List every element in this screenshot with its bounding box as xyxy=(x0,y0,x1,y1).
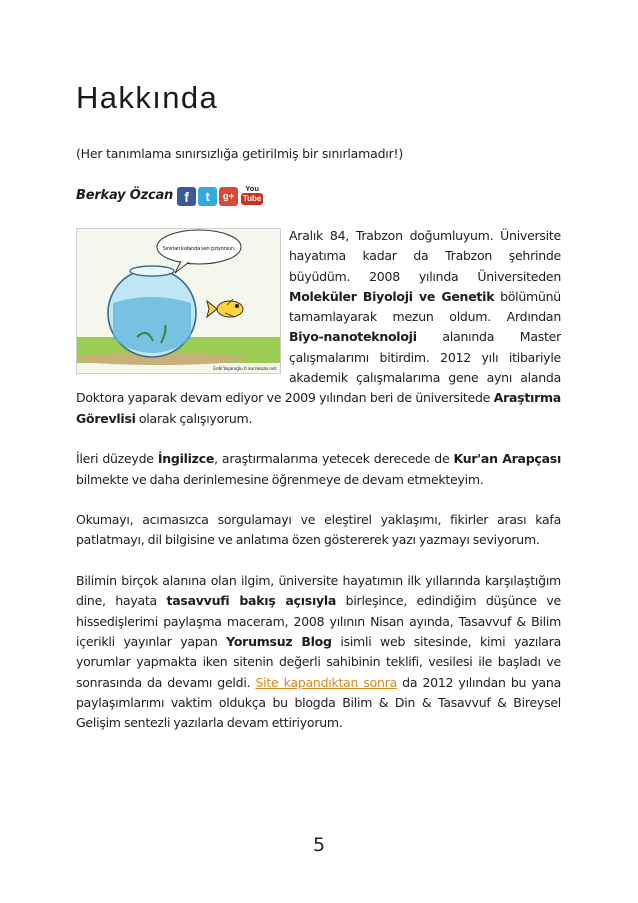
blog-text-1: Bilimin birçok alanına olan ilgim, üniversite hayatımın ilk yıllarında karşılaştığım dine, hayata xyxy=(76,573,561,609)
blog-text-4: da 2012 yılından bu yana paylaşımlarımı vaktim oldukça bu blogda Bilim & Din & Tasavvuf & Bireysel Gelişim sentezli yazılarla devam ettiriyorum. xyxy=(76,674,562,731)
cartoon-credit: Erdil Yaşaroğlu © komikaze.net xyxy=(213,367,276,372)
youtube-icon-bottom: Tube xyxy=(242,194,262,203)
twitter-icon[interactable]: t xyxy=(198,187,217,206)
blog-text-2: birleşince, edindiğim düşünce ve hissedişlerimi paylaşma maceram, 2008 yılının Nisan ayında, Tasavvuf & Bilim içerikli yayınlar yapan xyxy=(76,593,561,649)
bio-text-3: alanında Master çalışmalarımı bitirdim. 2012 yılı itibariyle akademik çalışmalarıma gene aynı alanda Doktora yaparak devam ediyor ve 2009 yılından beri de üniversitede xyxy=(76,329,561,406)
bio-text-2: bölümünü tamamlayarak mezun oldum. Ardından xyxy=(289,288,561,325)
page-number: 5 xyxy=(312,834,326,856)
page-subtitle: (Her tanımlama sınırsızlığa getirilmiş bir sınırlamadır!) xyxy=(76,146,403,161)
bio-degree: Moleküler Biyoloji ve Genetik xyxy=(289,288,495,304)
bio-position: Araştırma Görevlisi xyxy=(76,390,561,426)
social-links xyxy=(177,184,264,206)
author-name: Berkay Özcan xyxy=(76,187,174,203)
about-content xyxy=(76,226,561,754)
blog-site-name: Yorumsuz Blog xyxy=(226,633,332,649)
interests-text: Okumayı, acımasızca sorgulamayı ve eleştirel yaklaşımı, fikirler arası kafa patlatmayı, dil bilgisine ve anlatıma özen göstererek yazı yazmayı seviyorum. xyxy=(76,512,561,548)
blog-perspective: tasavvufi bakış açısıyla xyxy=(166,593,337,609)
lang-arabic: Kur'an Arapçası xyxy=(453,451,562,467)
site-closed-link[interactable]: Site kapandıktan sonra xyxy=(255,674,398,690)
bio-master-field: Biyo-nanoteknoloji xyxy=(289,329,417,345)
lang-english: İngilizce xyxy=(157,451,215,467)
google-plus-icon[interactable]: g+ xyxy=(219,187,238,206)
page-title: Hakkında xyxy=(76,80,219,115)
bio-text-1: Aralık 84, Trabzon doğumluyum. Üniversite hayatıma kadar da Trabzon şehrinde büyüdüm. 2008 yılında Üniversiteden xyxy=(289,228,561,284)
facebook-icon[interactable]: f xyxy=(177,187,196,206)
lang-text-2: , araştırmalarıma yetecek derecede de xyxy=(214,451,454,467)
paragraph-interests xyxy=(76,510,561,551)
paragraph-languages xyxy=(76,449,561,490)
lang-text-1: İleri düzeyde xyxy=(76,451,158,467)
blog-text-3: isimli web sitesinde, kimi yazılara yorumlar yapmakta iken sitenin değerli sahibinin teklifi, vesilesi ile başladı ve sonrasında da devamı geldi. xyxy=(76,633,561,690)
author-row xyxy=(76,183,264,207)
lang-text-3: bilmekte ve daha derinlemesine öğrenmeye de devam etmekteyim. xyxy=(76,471,484,487)
youtube-icon[interactable] xyxy=(240,184,264,206)
cartoon-speech-text: Sınırları kafanda sen çiziyorsun. xyxy=(162,246,236,252)
fishbowl-cartoon xyxy=(76,228,281,374)
paragraph-blog-history xyxy=(76,571,561,733)
bio-text-4: olarak çalışıyorum. xyxy=(135,410,253,426)
youtube-icon-top: You xyxy=(245,184,259,193)
